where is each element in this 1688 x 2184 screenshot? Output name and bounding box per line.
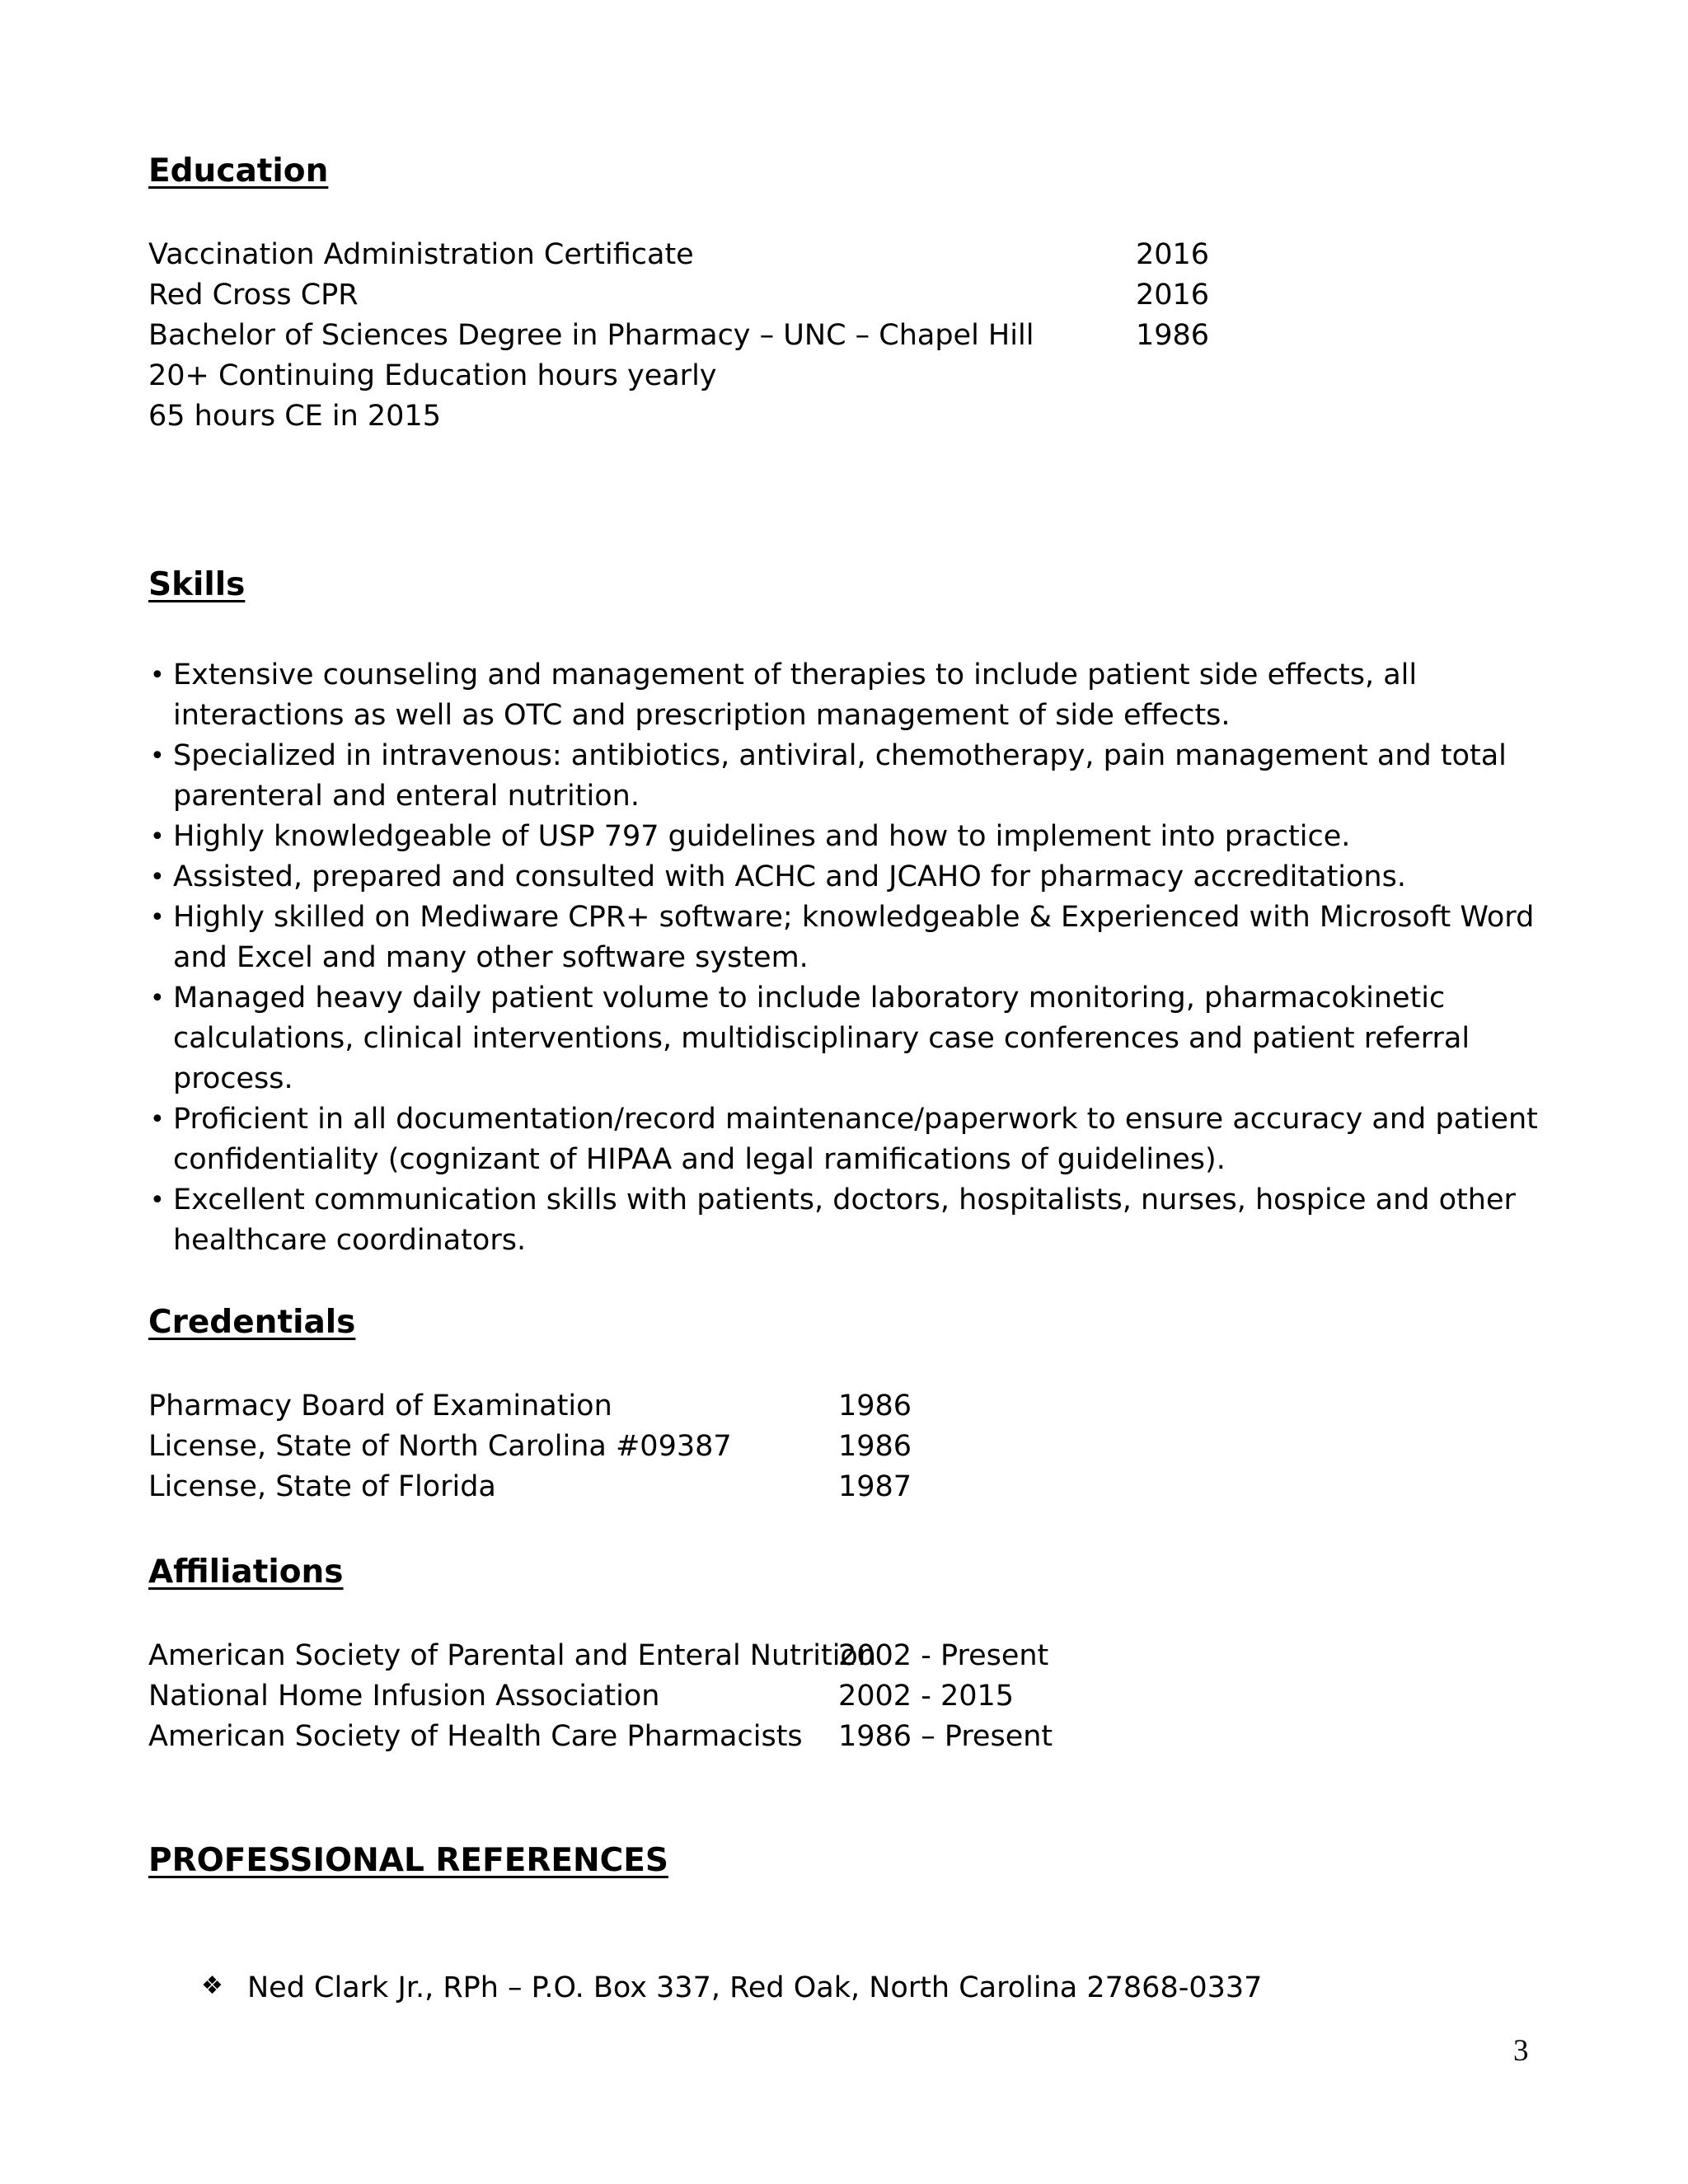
bullet-icon: • [150, 903, 165, 932]
affiliation-years: 2002 - Present [838, 1639, 1049, 1672]
education-row [148, 238, 1210, 271]
education-heading: Education [148, 152, 329, 190]
diamond-bullet-icon: ❖ [201, 1971, 223, 2000]
skill-item [148, 898, 1541, 978]
affiliation-label: American Society of Parental and Enteral Nutrition [148, 1639, 877, 1672]
skill-text: Assisted, prepared and consulted with ACHC and JCAHO for pharmacy accreditations. [173, 860, 1406, 893]
bullet-icon: • [150, 1186, 165, 1215]
credential-year: 1986 [838, 1390, 912, 1422]
bullet-icon: • [150, 984, 165, 1013]
affiliation-row [148, 1680, 1015, 1713]
affiliation-row [148, 1720, 1053, 1753]
skill-text: Extensive counseling and management of therapies to include patient side effects, all interactions as well as OTC and prescription management of side effects. [173, 658, 1418, 732]
education-row [148, 359, 717, 392]
skill-item [148, 1099, 1541, 1180]
education-year: 2016 [1136, 238, 1210, 271]
credential-row [148, 1470, 912, 1503]
education-label: 20+ Continuing Education hours yearly [148, 359, 717, 392]
skill-item [148, 736, 1541, 817]
skill-item [148, 857, 1541, 898]
credential-year: 1986 [838, 1430, 912, 1463]
credentials-heading: Credentials [148, 1304, 356, 1341]
affiliation-row [148, 1639, 1049, 1672]
bullet-icon: • [150, 661, 165, 690]
education-row [148, 279, 1210, 312]
skill-text: Managed heavy daily patient volume to include laboratory monitoring, pharmacokinetic calculations, clinical interventions, multidisciplinary case conferences and patient referral process. [173, 982, 1470, 1095]
skill-text: Excellent communication skills with patients, doctors, hospitalists, nurses, hospice and other healthcare coordinators. [173, 1183, 1516, 1257]
credential-label: License, State of North Carolina #09387 [148, 1430, 732, 1463]
skills-list [148, 655, 1541, 1261]
skill-item [148, 978, 1541, 1099]
skill-text: Highly skilled on Mediware CPR+ software; knowledgeable & Experienced with Microsoft Word and Excel and many other software system. [173, 901, 1535, 974]
skills-heading: Skills [148, 566, 246, 603]
bullet-icon: • [150, 1105, 165, 1134]
education-year: 2016 [1136, 279, 1210, 312]
affiliation-label: American Society of Health Care Pharmacists [148, 1720, 803, 1753]
affiliations-heading: Affiliations [148, 1554, 344, 1591]
education-row [148, 319, 1210, 352]
bullet-icon: • [150, 742, 165, 771]
affiliation-years: 2002 - 2015 [838, 1680, 1015, 1713]
credential-label: License, State of Florida [148, 1470, 496, 1503]
skill-item [148, 1180, 1541, 1261]
page-number: 3 [1513, 2034, 1529, 2068]
affiliation-years: 1986 – Present [838, 1720, 1053, 1753]
skill-text: Specialized in intravenous: antibiotics, antiviral, chemotherapy, pain management and total parenteral and enteral nutrition. [173, 739, 1507, 813]
credential-row [148, 1390, 912, 1422]
education-label: Vaccination Administration Certificate [148, 238, 694, 271]
bullet-icon: • [150, 823, 165, 851]
credential-year: 1987 [838, 1470, 912, 1503]
credential-row [148, 1430, 912, 1463]
affiliation-label: National Home Infusion Association [148, 1680, 660, 1713]
skill-item [148, 655, 1541, 736]
education-label: 65 hours CE in 2015 [148, 400, 441, 433]
skill-text: Highly knowledgeable of USP 797 guidelines and how to implement into practice. [173, 820, 1351, 853]
education-label: Red Cross CPR [148, 279, 359, 312]
education-year: 1986 [1136, 319, 1210, 352]
references-heading: PROFESSIONAL REFERENCES [148, 1842, 669, 1879]
skill-text: Proficient in all documentation/record maintenance/paperwork to ensure accuracy and patient confidentiality (cognizant of HIPAA and legal ramifications of guidelines). [173, 1103, 1538, 1176]
bullet-icon: • [150, 863, 165, 892]
reference-text: Ned Clark Jr., RPh – P.O. Box 337, Red Oak, North Carolina 27868-0337 [247, 1971, 1263, 2004]
credential-label: Pharmacy Board of Examination [148, 1390, 612, 1422]
education-row [148, 402, 441, 431]
skill-item [148, 817, 1541, 857]
education-label: Bachelor of Sciences Degree in Pharmacy – UNC – Chapel Hill [148, 319, 1034, 352]
